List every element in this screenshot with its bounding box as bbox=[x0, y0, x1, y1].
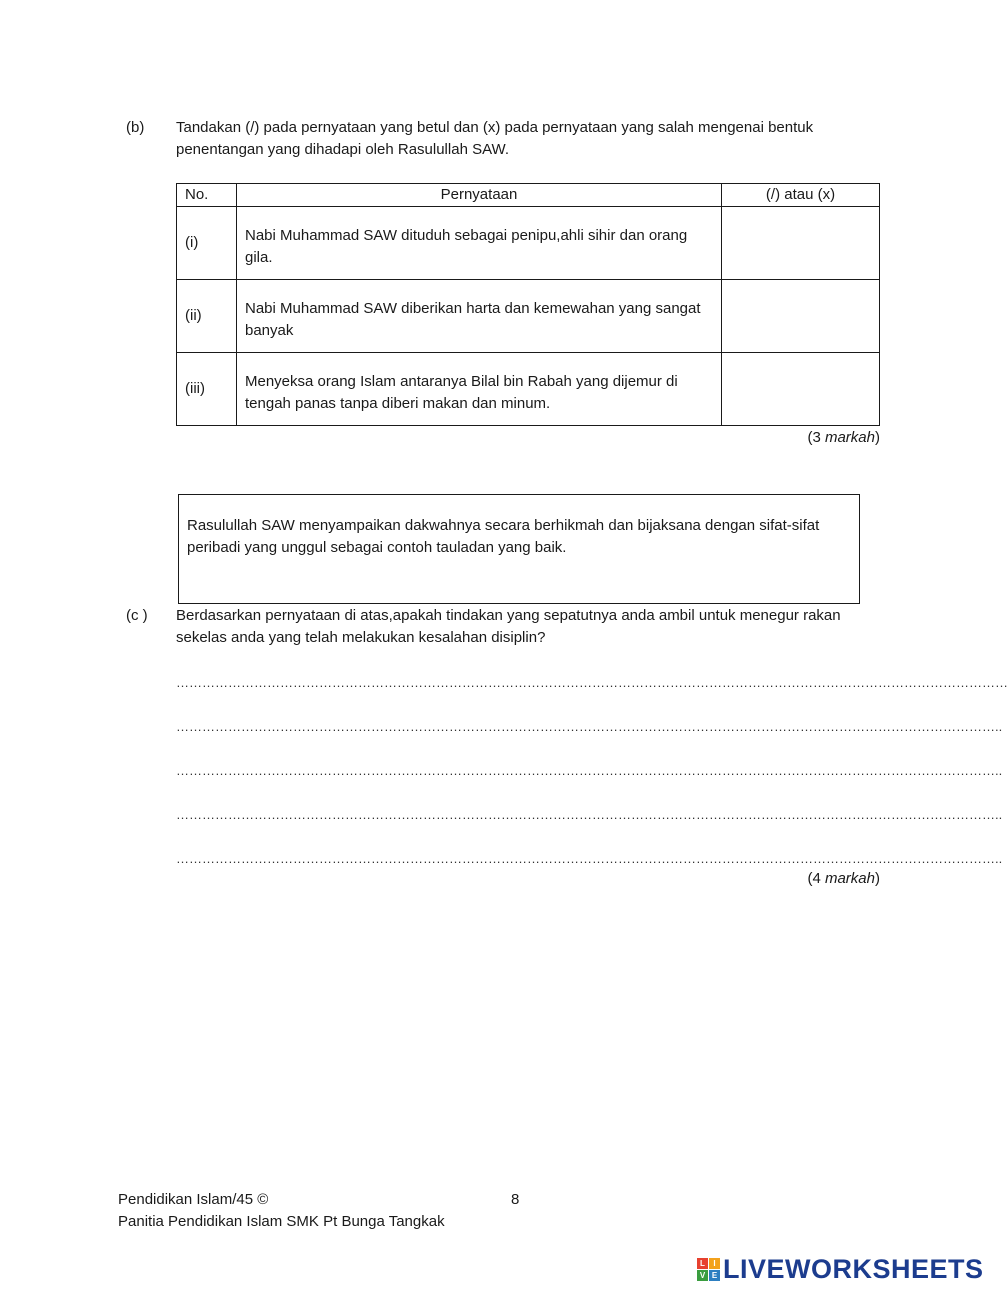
table-header-row bbox=[177, 184, 880, 207]
marks-c-word: markah bbox=[824, 870, 875, 887]
answer-line[interactable]: ……………………………………………………………………………………………………………………………………………………………………….. bbox=[176, 719, 1003, 734]
row-number: (iii) bbox=[177, 353, 237, 426]
marks-b-number: 3 bbox=[812, 429, 821, 446]
header-statement: Pernyataan bbox=[237, 184, 722, 207]
marks-c: (4 markah) bbox=[807, 870, 880, 887]
question-c-label: (c ) bbox=[126, 607, 148, 624]
statement-table bbox=[176, 183, 880, 426]
question-c-text: Berdasarkan pernyataan di atas,apakah tindakan yang sepatutnya anda ambil untuk menegur rakan sekelas anda yang telah melakukan kesalahan disiplin? bbox=[176, 607, 841, 646]
answer-line[interactable]: ………………………………………………………………………………………………………………………………………………………………………… bbox=[176, 675, 1008, 690]
answer-cell[interactable] bbox=[722, 353, 880, 426]
table-row bbox=[177, 353, 880, 426]
header-no: No. bbox=[177, 184, 237, 207]
answer-cell[interactable] bbox=[722, 280, 880, 353]
question-b-label: (b) bbox=[126, 119, 145, 136]
logo-mark-icon bbox=[697, 1258, 720, 1281]
row-statement: Menyeksa orang Islam antaranya Bilal bin Rabah yang dijemur di tengah panas tanpa diberi makan dan minum. bbox=[237, 353, 722, 426]
logo-letter: I bbox=[709, 1258, 720, 1269]
table-row bbox=[177, 280, 880, 353]
marks-b-word: markah bbox=[824, 429, 875, 446]
logo-letter: E bbox=[709, 1270, 720, 1281]
page-number: 8 bbox=[511, 1191, 520, 1208]
answer-line[interactable]: ……………………………………………………………………………………………………………………………………………………………………….. bbox=[176, 807, 1003, 822]
footer-panel: Panitia Pendidikan Islam SMK Pt Bunga Tangkak bbox=[118, 1213, 445, 1230]
row-statement: Nabi Muhammad SAW dituduh sebagai penipu,ahli sihir dan orang gila. bbox=[237, 207, 722, 280]
row-number: (i) bbox=[177, 207, 237, 280]
marks-b: (3 markah) bbox=[807, 429, 880, 446]
question-b-text: Tandakan (/) pada pernyataan yang betul dan (x) pada pernyataan yang salah mengenai bentuk penentangan yang dihadapi oleh Rasulullah SAW. bbox=[176, 119, 814, 158]
statement-box: Rasulullah SAW menyampaikan dakwahnya secara berhikmah dan bijaksana dengan sifat-sifat peribadi yang unggul sebagai contoh tauladan yang baik. bbox=[178, 494, 860, 604]
footer-subject: Pendidikan Islam/45 © bbox=[118, 1191, 269, 1208]
logo-text: LIVEWORKSHEETS bbox=[723, 1254, 984, 1284]
answer-cell[interactable] bbox=[722, 207, 880, 280]
marks-c-number: 4 bbox=[812, 870, 821, 887]
table-row bbox=[177, 207, 880, 280]
liveworksheets-logo bbox=[697, 1255, 984, 1283]
row-number: (ii) bbox=[177, 280, 237, 353]
header-answer: (/) atau (x) bbox=[722, 184, 880, 207]
row-statement: Nabi Muhammad SAW diberikan harta dan kemewahan yang sangat banyak bbox=[237, 280, 722, 353]
logo-letter: V bbox=[697, 1270, 708, 1281]
answer-line[interactable]: ……………………………………………………………………………………………………………………………………………………………………….. bbox=[176, 763, 1003, 778]
logo-letter: L bbox=[697, 1258, 708, 1269]
answer-line[interactable]: ……………………………………………………………………………………………………………………………………………………………………….. bbox=[176, 851, 1003, 866]
